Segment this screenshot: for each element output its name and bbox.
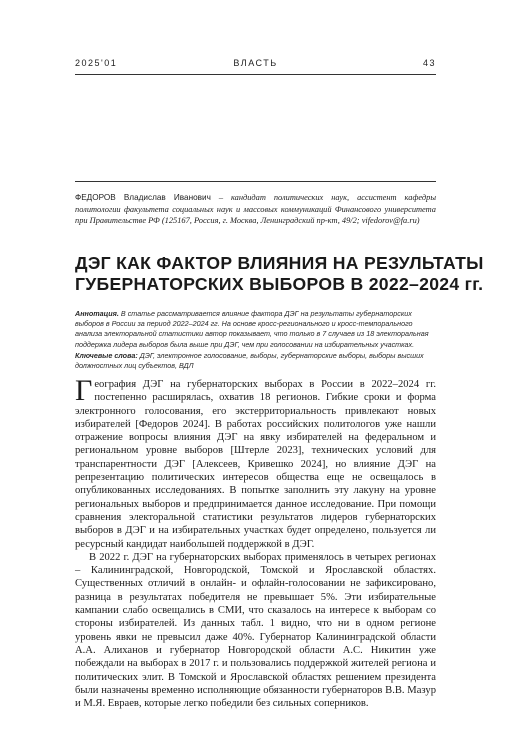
abstract: [75, 309, 436, 350]
abstract-label: Аннотация.: [75, 309, 119, 318]
author-description: – кандидат политических наук, ассистент кафедры политологии факультета социальных наук и массовых коммуникаций Финансового университета при Правительстве РФ (125167, Россия, г. Москва, Ленинградский пр-кт, 49/2; vifedorov@fa.ru): [75, 193, 436, 226]
body-paragraph-2: В 2022 г. ДЭГ на губернаторских выборах применялось в четырех регионах – Калининградской, Новгородской, Томской и Ярославской областях. Существенных отличий в онлайн- и офлайн-голосовании не зафиксировано, разница в результатах победителя не превышает 5%. Эти избирательные кампании слабо освещались в СМИ, что сказалось на интересе к выборам со стороны избирателей. Из данных табл. 1 видно, что ни в одном регионе уровень явки не превысил даже 40%. Губернатор Калининградской области А.А. Алиханов и губернатор Новгородской области А.С. Никитин уже побеждали на выборах в 2017 г. и пользовались поддержкой жителей региона и политических элит. В Томской и Ярославской областях решением президента были назначены временно исполняющие обязанности губернаторов В.В. Мазур и М.Я. Евраев, которые легко победили без сильных соперников.: [75, 551, 436, 710]
body-paragraph-1: [75, 374, 436, 551]
section-divider: [75, 181, 436, 182]
issue-label: 2025'01: [75, 58, 118, 68]
keywords: [75, 351, 436, 371]
article-title: [75, 253, 484, 295]
article-body: [75, 374, 436, 710]
author-name: ФЕДОРОВ Владислав Иванович: [75, 193, 211, 202]
paragraph-1-text: еография ДЭГ на губернаторских выборах в России в 2022–2024 гг. постепенно расширялась, охватив 18 регионов. Гибкие сроки и форма электронного голосования, его экстерриториальность привлекают новых избирателей [Федоров 2024]. В работах российских политологов уже нашли отражение вопросы влияния ДЭГ на явку избирателей на федеральном и региональном уровне выборов [Штерле 2023], технических условий для транспарентности ДЭГ [Алексеев, Кривешко 2024], но влияние ДЭГ на репрезентацию политических интересов общества еще не освещалось в опубликованных исследованиях. В попытке заполнить эту лакуну на уровне региональных выборов и предпринимается данное исследование. При помощи сравнения электоральной статистики результатов лидеров губернаторских выборов в ДЭГ и на избирательных участках будет определено, пользуется ли ресурсный кандидат наибольшей поддержкой в ДЭГ.: [75, 379, 436, 550]
title-line-2: ГУБЕРНАТОРСКИХ ВЫБОРОВ В 2022–2024 гг.: [75, 274, 484, 294]
running-header: [75, 58, 436, 72]
journal-name: ВЛАСТЬ: [233, 58, 278, 68]
author-info: [75, 192, 436, 227]
page-number: 43: [422, 58, 436, 68]
drop-cap: Г: [75, 374, 93, 407]
keywords-text: ДЭГ, электронное голосование, выборы, губернаторские выборы, выборы высших должностных лиц субъектов, ВДЛ: [75, 350, 424, 371]
header-divider: [75, 74, 436, 75]
abstract-text: В статье рассматривается влияние фактора ДЭГ на результаты губернаторских выборов в России за период 2022–2024 гг. На основе кросс-регионального и кросс-темпорального анализа электоральной статистики автор показывает, что только в 7 случаев из 18 электоральная поддержка лидера выборов была выше при ДЭГ, чем при голосовании на избирательных участках.: [75, 309, 429, 349]
title-line-1: ДЭГ КАК ФАКТОР ВЛИЯНИЯ НА РЕЗУЛЬТАТЫ: [75, 253, 484, 273]
keywords-label: Ключевые слова:: [75, 350, 138, 360]
abstract-block: [75, 309, 436, 371]
